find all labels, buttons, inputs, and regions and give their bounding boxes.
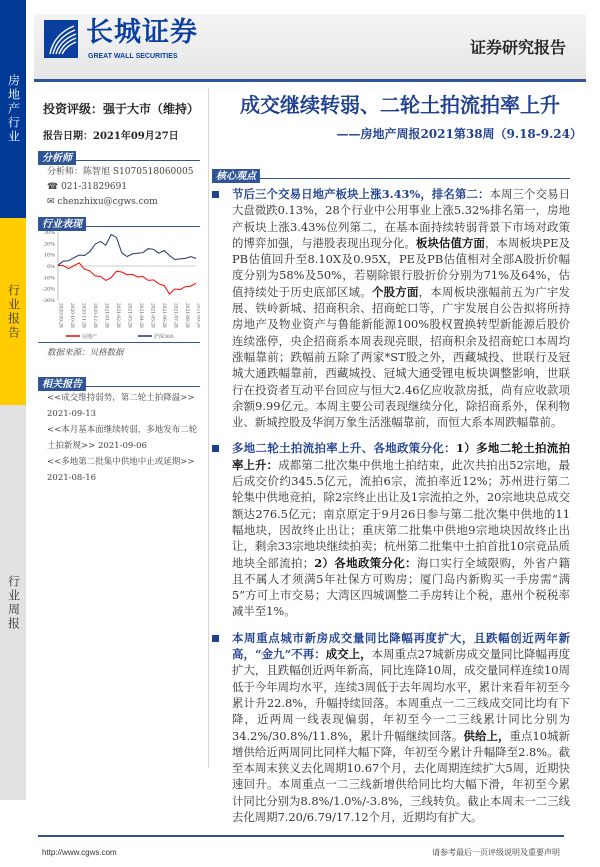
core-view-paragraph: [212, 186, 570, 430]
legend-label: 房地产: [82, 334, 98, 340]
report-subtitle: ——房地产周报2021第38周（9.18-9.24）: [336, 127, 582, 141]
bold-phrase: 成交上，: [325, 647, 372, 662]
x-tick-label: 2021-08-28: [184, 303, 189, 328]
footer-disclaimer: 请参考最后一页评级说明及重要声明: [432, 848, 560, 858]
related-section-header: 相关报告: [38, 372, 200, 387]
y-tick-label: -10%: [42, 275, 55, 282]
bullet-icon: [212, 191, 219, 198]
core-view-paragraph: [212, 440, 570, 619]
paragraph-text: 海口实行全域限购，外省户籍且不属人才须满5年社保方可购房；厦门岛内新购买一手房需“满5”方可上市交易；大湾区四城调整二手房转让个税，惠州个税税率减半至1%。: [232, 555, 570, 619]
analyst-email[interactable]: ✉ chenzhixu@cgws.com: [47, 197, 158, 207]
report-date: 报告日期：2021年09月27日: [43, 131, 179, 142]
sidebar-industry: 房地产行业: [0, 0, 26, 218]
y-tick-label: 20%: [43, 241, 55, 248]
x-tick-label: 2021-06-28: [161, 303, 166, 328]
paragraph-headline: 本周重点城市新房成交量同比降幅再度扩大，且跌幅创近两年新高，“金九”不再：: [232, 630, 570, 662]
core-view-paragraph: [212, 630, 570, 826]
paragraph-text: 本周三个交易日大盘微跌0.13%，28个行业中公用事业上涨5.32%排名第一，房地产板块上涨3.43%位列第二，在基本面持续转弱背景下市场对政策的博弈加强，与港股表现出现分化。: [232, 187, 570, 250]
main-flow: [38, 186, 570, 867]
paragraph-text: ，本周板块PE及PB估值回升至8.10X及0.95X，PE及PB估值相对全部A股折价幅度分别为58%及50%，若剔除银行股折价分别为71%及64%，估值持续处于历史底部区域。: [232, 235, 570, 299]
analyst-name: 分析师：陈智旭 S1070518060005: [47, 167, 194, 177]
paragraph-headline: 多地二轮土拍流拍率上升、各地政策分化：: [232, 441, 456, 456]
x-tick-label: 2021-09-28: [195, 303, 200, 328]
paragraph-text: 重点10城新增供给近两周同比同样大幅下降，年初至今累计升幅降至2.8%。截至本周末狭义去化周期10.67个月，去化周期连续扩大5周，近期快速回升。本周重点一二三线新增供给同比均大幅下滑，年初至今累计同比分别为8.8%/1.0%/-3.8%，三线转负。截止本周末一二三线去化周期7.20/6.79/17.12个月，近期均有扩大。: [232, 728, 570, 824]
logo-icon: [44, 20, 78, 58]
bullet-icon: [212, 445, 219, 452]
paragraph-text: 成都第二批次集中供地土拍结束，此次共拍出52宗地，最后成交价约345.5亿元，流拍6宗，流拍率近12%；苏州进行第二轮集中供地竞拍，除2宗终止出让及1宗流拍之外，20宗地块总成交额达276.5亿元；南京原定于9月26日参与第二批次集中供地的11幅地块，因故终止出让；重庆第二批集中供地9宗地块因故终止出让，剩余33宗地块继续拍卖；杭州第二批集中土拍首批10宗竞品质地块全部流拍；: [232, 457, 570, 570]
footer: [38, 837, 564, 867]
y-tick-label: 10%: [43, 252, 55, 259]
y-tick-label: 30%: [43, 230, 55, 236]
related-report[interactable]: <<本月基本面继续转弱，多地发布二轮土拍新规>> 2021-09-06: [47, 425, 198, 451]
x-tick-label: 2021-05-28: [149, 303, 155, 328]
y-tick-label: -30%: [42, 298, 55, 304]
y-tick-label: 0%: [47, 264, 55, 270]
core-views-body: [212, 186, 570, 825]
logo-text: 长城证券: [86, 17, 198, 48]
report-title: 成交继续转弱、二轮土拍流拍率上升: [240, 93, 560, 117]
bold-phrase: 个股方面: [371, 284, 419, 299]
related-report[interactable]: <<成交维持弱势，第二轮土拍降温>> 2021-09-13: [47, 393, 195, 419]
analyst-section-header: 分析师: [38, 146, 200, 161]
x-tick-label: 2021-02-28: [115, 303, 120, 328]
sidebar-report-kind: 行业报告: [0, 218, 26, 405]
x-tick-label: 2021-03-28: [126, 303, 132, 328]
bold-phrase: 2）各地政策分化：: [314, 555, 417, 570]
x-tick-label: 2020-09-28: [57, 303, 63, 328]
mail-icon: ✉: [47, 197, 58, 207]
paragraph-text: ，本周板块涨幅前五为广宇发展、铁岭新城、招商积余、招商蛇口等，广宇发展自公告拟将所持房地产及物业资产与鲁能新能源100%股权置换转型新能源后股价连续涨停，央企招商系本周表现亮眼，招商积余及招商蛇口本周均涨幅靠前；跌幅前五除了两家*ST股之外，西藏城投、世联行及冠城大通跌幅靠前，西藏城投、冠城大通受锂电板块调整影响，世联行在投资者互动平台回应与恒大2.46亿应收款房抵，尚有应收款项余额9.99亿元。本周主要公司表现继续分化，除招商系外，保利物业、新城控股及华润万象生活涨幅靠前，而恒大系本周跌幅靠前。: [232, 284, 570, 430]
phone-icon: ☎: [47, 182, 62, 192]
bold-phrase: 板块估值方面: [416, 235, 485, 250]
analyst-phone: ☎ 021-31829691: [47, 182, 128, 192]
investment-rating: 投资评级：强于大市（维持）: [43, 102, 200, 116]
legend-label: 沪深300: [154, 334, 174, 340]
bold-phrase: 供给上，: [463, 728, 510, 743]
x-tick-label: 2021-07-28: [172, 303, 178, 328]
paragraph-text: 本周重点27城新房成交量同比降幅再度扩大，且跌幅创近两年新高，同比连降10周，成交量同样连续10周低于今年周均水平，连续3周低于去年周均水平，累计来看年初至今累计升22.8%，升幅持续回落。本周重点一二三线成交同比均有下降，近两周一线表现偏弱，年初至今一二三线累计同比分别为34.2%/30.8%/11.8%，累计升幅继续回落。: [232, 647, 570, 743]
y-tick-label: -20%: [42, 286, 55, 293]
logo-english: GREAT WALL SECURITIES: [88, 53, 178, 60]
x-tick-label: 2021-04-28: [138, 303, 143, 328]
bullet-icon: [212, 635, 219, 642]
x-tick-label: 2020-10-28: [69, 303, 74, 328]
performance-section-header: 行业表现: [38, 212, 200, 227]
paragraph-headline: 节后三个交易日地产板块上涨3.43%，排名第二：: [232, 187, 490, 201]
data-source: 数据来源：贝格数据: [47, 348, 124, 358]
related-report[interactable]: <<多地第二批集中供地中止或延期>> 2021-08-16: [47, 457, 195, 483]
x-tick-label: 2020-12-28: [92, 303, 97, 328]
page-header: [34, 14, 586, 82]
x-tick-label: 2021-01-28: [103, 303, 109, 328]
bold-phrase: 1）多地二轮土拍流拍率上升：: [232, 441, 570, 472]
footer-url[interactable]: http://www.cgws.com: [42, 848, 117, 858]
core-views-section-header: 核心观点: [212, 164, 570, 179]
report-type: 证券研究报告: [469, 38, 566, 57]
sidebar-report-series: 行业周报: [0, 405, 26, 800]
left-sidebar: [0, 0, 26, 800]
x-tick-label: 2020-11-28: [80, 303, 86, 328]
